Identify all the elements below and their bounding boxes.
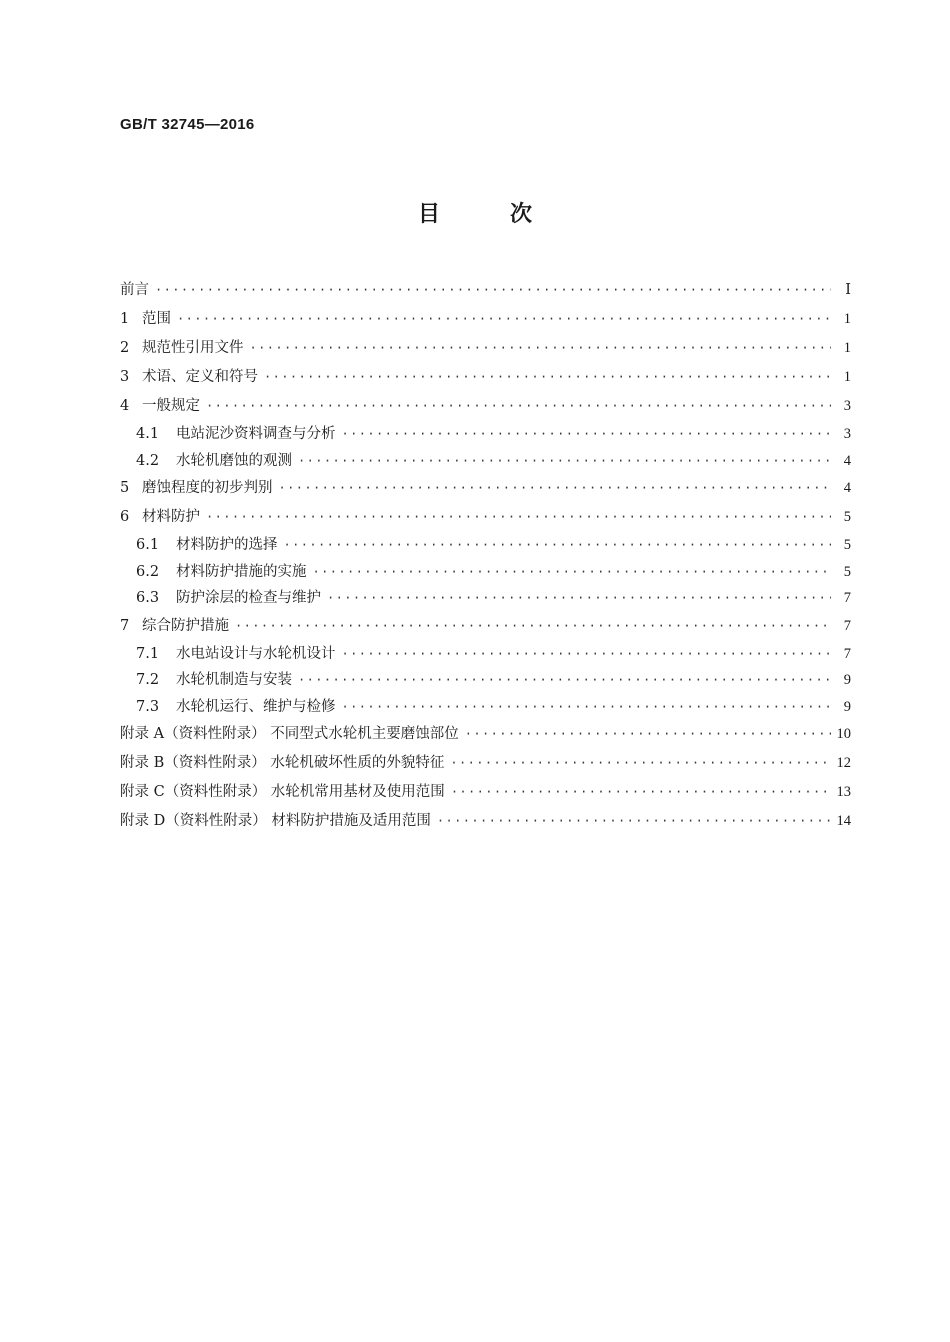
toc-entry-number: 2 [120, 340, 130, 356]
toc-leader-dots [298, 448, 831, 475]
toc-leader-dots [284, 532, 832, 559]
toc-entry-page: 5 [843, 509, 851, 525]
toc-entry[interactable] [120, 694, 851, 721]
toc-entry-label: 一般规定 [142, 398, 200, 414]
toc-entry-number: 4 [120, 398, 130, 414]
toc-leader-dots [465, 720, 831, 749]
toc-entry-page: 3 [843, 398, 851, 414]
toc-entry-page: 9 [843, 672, 851, 688]
toc-entry-page: 7 [843, 645, 851, 662]
toc-entry[interactable] [120, 276, 851, 305]
toc-entry-number: 4.2 [136, 452, 160, 469]
toc-leader-dots [155, 276, 831, 305]
toc-entry-number: 6.2 [136, 563, 160, 580]
toc-entry[interactable] [120, 612, 851, 641]
toc-entry-page: 1 [843, 311, 851, 327]
toc-entry-number: 7.2 [136, 672, 160, 688]
toc-entry-number: 7.3 [136, 698, 160, 715]
toc-entry-number: 6.3 [136, 590, 160, 606]
toc-entry[interactable] [120, 749, 851, 778]
toc-entry-label: 材料防护 [142, 509, 200, 525]
toc-leader-dots [279, 474, 832, 503]
toc-entry-page: 13 [836, 784, 851, 800]
toc-entry-label: 附录 B（资料性附录） 水轮机破坏性质的外貌特征 [120, 755, 445, 771]
toc-entry-label: 防护涂层的检查与维护 [176, 590, 321, 606]
toc-entry-label: 综合防护措施 [142, 617, 229, 634]
toc-leader-dots [298, 667, 831, 694]
toc-entry-label: 材料防护的选择 [176, 537, 278, 553]
toc-leader-dots [342, 421, 832, 448]
toc-entry[interactable] [120, 807, 851, 836]
toc-entry-label: 范围 [142, 311, 171, 327]
toc-title [0, 200, 950, 230]
toc-entry[interactable] [120, 363, 851, 392]
toc-entry-number: 5 [120, 480, 130, 496]
toc-leader-dots [451, 778, 831, 807]
toc-leader-dots [206, 503, 831, 532]
toc-entry-page: 7 [843, 617, 851, 634]
toc-entry[interactable] [120, 532, 851, 559]
toc-entry-label: 水轮机运行、维护与检修 [176, 698, 336, 715]
toc-entry-page: Ⅰ [845, 282, 851, 298]
toc-entry[interactable] [120, 392, 851, 421]
toc-entry-number: 1 [120, 311, 130, 327]
table-of-contents [120, 276, 851, 836]
toc-entry[interactable] [120, 421, 851, 448]
toc-entry-number: 7.1 [136, 645, 160, 662]
toc-entry[interactable] [120, 503, 851, 532]
toc-entry-page: 5 [843, 563, 851, 580]
toc-entry-label: 前言 [120, 282, 149, 298]
toc-leader-dots [327, 585, 831, 612]
toc-entry-page: 7 [843, 590, 851, 606]
toc-leader-dots [264, 363, 831, 392]
toc-entry-label: 磨蚀程度的初步判别 [142, 480, 273, 496]
toc-leader-dots [177, 305, 831, 334]
toc-entry[interactable] [120, 720, 851, 749]
toc-leader-dots [250, 334, 832, 363]
toc-entry[interactable] [120, 305, 851, 334]
toc-entry-label: 术语、定义和符号 [142, 369, 258, 385]
toc-entry-label: 水轮机制造与安装 [176, 672, 292, 688]
toc-entry-number: 6 [120, 509, 130, 525]
toc-leader-dots [450, 749, 830, 778]
toc-entry-page: 4 [843, 452, 851, 469]
toc-entry-label: 附录 D（资料性附录） 材料防护措施及适用范围 [120, 813, 431, 829]
toc-entry-label: 附录 C（资料性附录） 水轮机常用基材及使用范围 [120, 784, 445, 800]
toc-leader-dots [206, 392, 831, 421]
toc-entry-number: 4.1 [136, 426, 160, 442]
document-code: GB/T 32745—2016 [120, 116, 255, 133]
toc-entry-page: 3 [843, 426, 851, 442]
toc-leader-dots [235, 612, 831, 641]
toc-title-char-2: 次 [510, 202, 533, 227]
toc-entry-number: 3 [120, 369, 130, 385]
toc-title-char-1: 目 [417, 202, 440, 227]
toc-entry-page: 14 [836, 813, 851, 829]
toc-entry-page: 1 [843, 369, 851, 385]
toc-entry[interactable] [120, 667, 851, 694]
toc-entry[interactable] [120, 585, 851, 612]
toc-entry[interactable] [120, 334, 851, 363]
toc-leader-dots [342, 694, 832, 721]
toc-entry-label: 水电站设计与水轮机设计 [176, 645, 336, 662]
toc-entry-label: 规范性引用文件 [142, 340, 244, 356]
toc-entry-page: 1 [843, 340, 851, 356]
toc-entry-label: 附录 A（资料性附录） 不同型式水轮机主要磨蚀部位 [120, 726, 459, 742]
toc-entry[interactable] [120, 559, 851, 586]
toc-entry-page: 9 [843, 698, 851, 715]
toc-leader-dots [342, 641, 832, 668]
toc-entry-label: 材料防护措施的实施 [176, 563, 307, 580]
toc-entry-number: 6.1 [136, 537, 160, 553]
toc-entry[interactable] [120, 641, 851, 668]
toc-entry[interactable] [120, 474, 851, 503]
toc-entry-page: 5 [843, 537, 851, 553]
toc-entry-page: 4 [843, 480, 851, 496]
toc-entry[interactable] [120, 448, 851, 475]
toc-entry-number: 7 [120, 617, 130, 634]
toc-entry-label: 电站泥沙资料调查与分析 [176, 426, 336, 442]
toc-leader-dots [313, 559, 832, 586]
toc-leader-dots [437, 807, 831, 836]
toc-entry-page: 12 [836, 755, 851, 771]
toc-entry[interactable] [120, 778, 851, 807]
toc-entry-page: 10 [836, 726, 851, 742]
toc-entry-label: 水轮机磨蚀的观测 [176, 452, 292, 469]
